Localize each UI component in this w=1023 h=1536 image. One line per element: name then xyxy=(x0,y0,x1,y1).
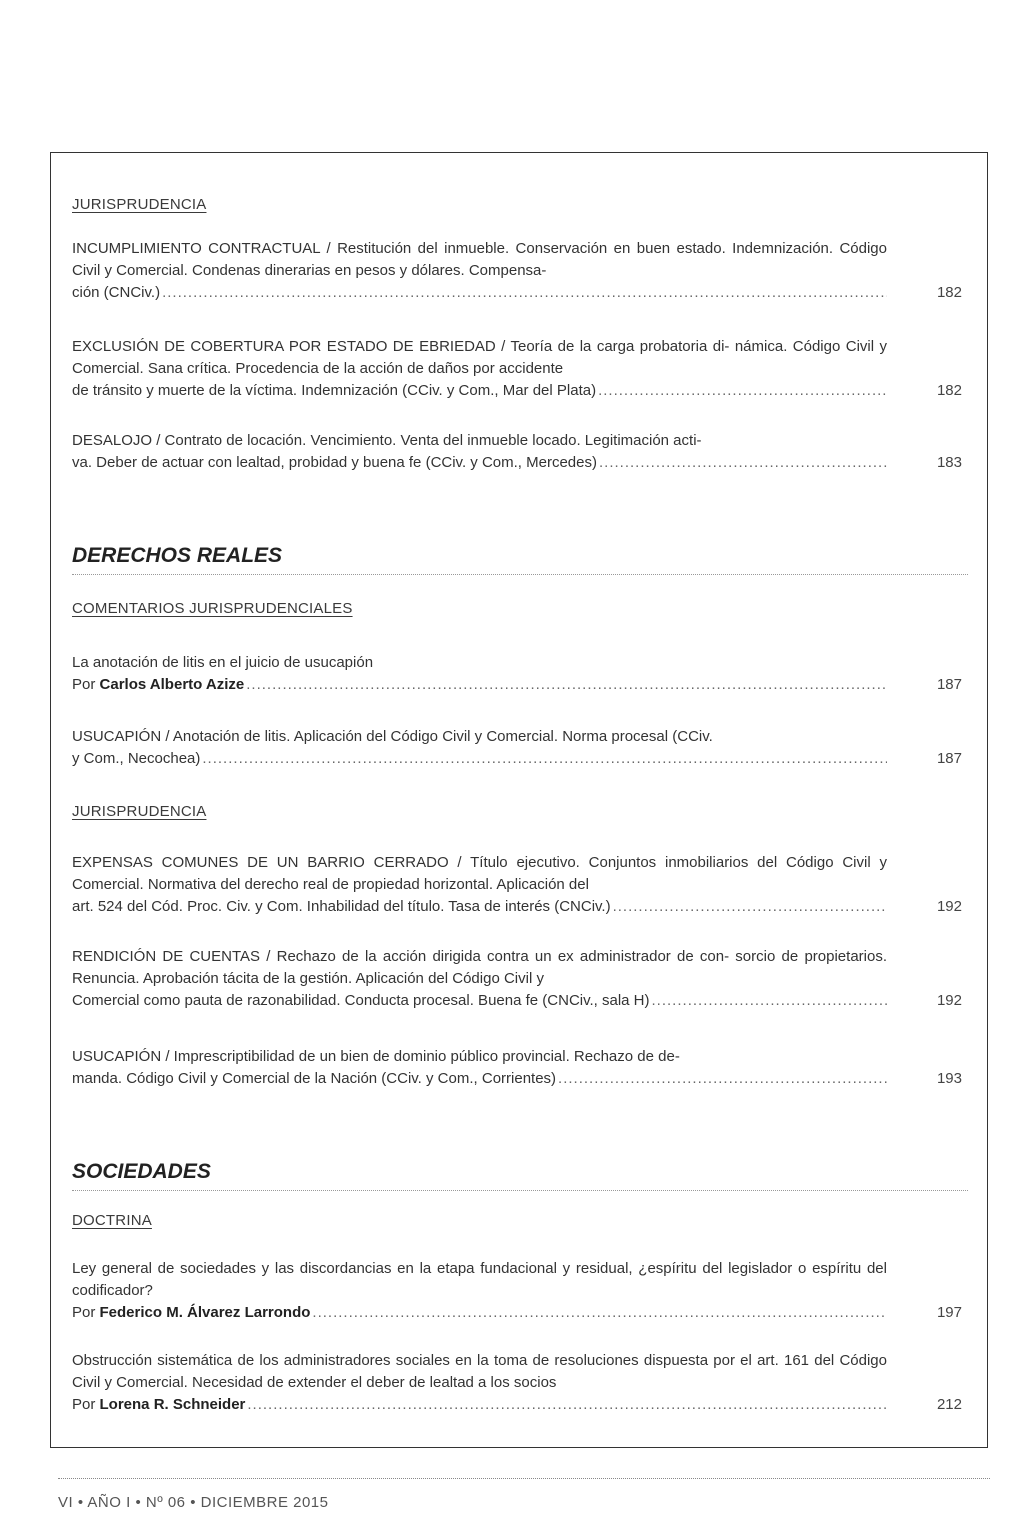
subheading-doctrina: DOCTRINA xyxy=(72,1212,152,1229)
page-number: 187 xyxy=(936,750,962,767)
entry-text-last: de tránsito y muerte de la víctima. Indemnización (CCiv. y Com., Mar del Plata) xyxy=(72,382,597,399)
entry-title: Ley general de sociedades y las discordancias en la etapa fundacional y residual, ¿espíritu del legislador o espíritu del codificador? xyxy=(72,1260,887,1299)
footer-divider xyxy=(58,1478,990,1479)
subheading-comentarios: COMENTARIOS JURISPRUDENCIALES xyxy=(72,600,353,617)
leader-dots xyxy=(312,1302,887,1324)
entry-title: Obstrucción sistemática de los administradores sociales en la toma de resoluciones dispuesta por el art. 161 del Código Civil y Comercial. Necesidad de extender el deber de lealtad a los socios xyxy=(72,1352,887,1391)
toc-entry[interactable] xyxy=(72,726,962,770)
leader-dots xyxy=(613,896,887,918)
toc-entry[interactable] xyxy=(72,1258,962,1324)
toc-entry[interactable] xyxy=(72,652,962,696)
author-name: Federico M. Álvarez Larrondo xyxy=(99,1304,311,1321)
entry-text: DESALOJO / Contrato de locación. Vencimiento. Venta del inmueble locado. Legitimación acti- xyxy=(72,432,702,449)
entry-title: La anotación de litis en el juicio de usucapión xyxy=(72,654,374,671)
page-number: 192 xyxy=(936,898,962,915)
toc-entry[interactable] xyxy=(72,238,962,304)
leader-dots xyxy=(558,1068,887,1090)
entry-text: EXCLUSIÓN DE COBERTURA POR ESTADO DE EBRIEDAD / Teoría de la carga probatoria di- námica. Código Civil y Comercial. Sana crítica. Procedencia de la acción de daños por accidente xyxy=(72,338,887,377)
page-number: 187 xyxy=(936,676,962,693)
page-number: 212 xyxy=(936,1396,962,1413)
page-number: 182 xyxy=(936,382,962,399)
entry-text: RENDICIÓN DE CUENTAS / Rechazo de la acción dirigida contra un ex administrador de con- sorcio de propietarios. Renuncia. Aprobación tácita de la gestión. Aplicación del Código Civil y xyxy=(72,948,887,987)
toc-entry[interactable] xyxy=(72,430,962,474)
page-number: 192 xyxy=(936,992,962,1009)
section-title-sociedades: SOCIEDADES xyxy=(72,1160,968,1191)
section-title-derechos-reales: DERECHOS REALES xyxy=(72,544,968,575)
leader-dots xyxy=(598,380,887,402)
toc-entry[interactable] xyxy=(72,336,962,402)
leader-dots xyxy=(247,1394,887,1416)
page-footer: VI • AÑO I • Nº 06 • DICIEMBRE 2015 xyxy=(58,1494,329,1511)
subheading-jurisprudencia: JURISPRUDENCIA xyxy=(72,196,207,213)
entry-text-last: Comercial como pauta de razonabilidad. Conducta procesal. Buena fe (CNCiv., sala H) xyxy=(72,992,650,1009)
entry-text-last: manda. Código Civil y Comercial de la Nación (CCiv. y Com., Corrientes) xyxy=(72,1070,557,1087)
entry-text: USUCAPIÓN / Imprescriptibilidad de un bien de dominio público provincial. Rechazo de de- xyxy=(72,1048,680,1065)
author-name: Lorena R. Schneider xyxy=(99,1396,246,1413)
toc-entry[interactable] xyxy=(72,852,962,918)
toc-entry[interactable] xyxy=(72,1350,962,1416)
leader-dots xyxy=(202,748,887,770)
leader-dots xyxy=(162,282,887,304)
toc-entry[interactable] xyxy=(72,1046,962,1090)
entry-text: EXPENSAS COMUNES DE UN BARRIO CERRADO / Título ejecutivo. Conjuntos inmobiliarios del Código Civil y Comercial. Normativa del derecho real de propiedad horizontal. Aplicación del xyxy=(72,854,887,893)
entry-text-last: va. Deber de actuar con lealtad, probidad y buena fe (CCiv. y Com., Mercedes) xyxy=(72,454,597,471)
page-number: 183 xyxy=(936,454,962,471)
page-number: 193 xyxy=(936,1070,962,1087)
entry-text-last: art. 524 del Cód. Proc. Civ. y Com. Inhabilidad del título. Tasa de interés (CNCiv.) xyxy=(72,898,611,915)
author-line: Por Federico M. Álvarez Larrondo xyxy=(72,1304,311,1321)
toc-entry[interactable] xyxy=(72,946,962,1012)
leader-dots xyxy=(599,452,887,474)
subheading-jurisprudencia: JURISPRUDENCIA xyxy=(72,803,207,820)
author-line: Por Carlos Alberto Azize xyxy=(72,676,245,693)
author-name: Carlos Alberto Azize xyxy=(99,676,245,693)
page-number: 182 xyxy=(936,284,962,301)
entry-text: USUCAPIÓN / Anotación de litis. Aplicación del Código Civil y Comercial. Norma procesal (CCiv. xyxy=(72,728,713,745)
entry-text: INCUMPLIMIENTO CONTRACTUAL / Restitución del inmueble. Conservación en buen estado. Indemnización. Código Civil y Comercial. Condenas dinerarias en pesos y dólares. Compensa- xyxy=(72,240,887,279)
leader-dots xyxy=(652,990,887,1012)
entry-text-last: y Com., Necochea) xyxy=(72,750,201,767)
author-line: Por Lorena R. Schneider xyxy=(72,1396,246,1413)
leader-dots xyxy=(246,674,887,696)
page-number: 197 xyxy=(936,1304,962,1321)
entry-text-last: ción (CNCiv.) xyxy=(72,284,161,301)
